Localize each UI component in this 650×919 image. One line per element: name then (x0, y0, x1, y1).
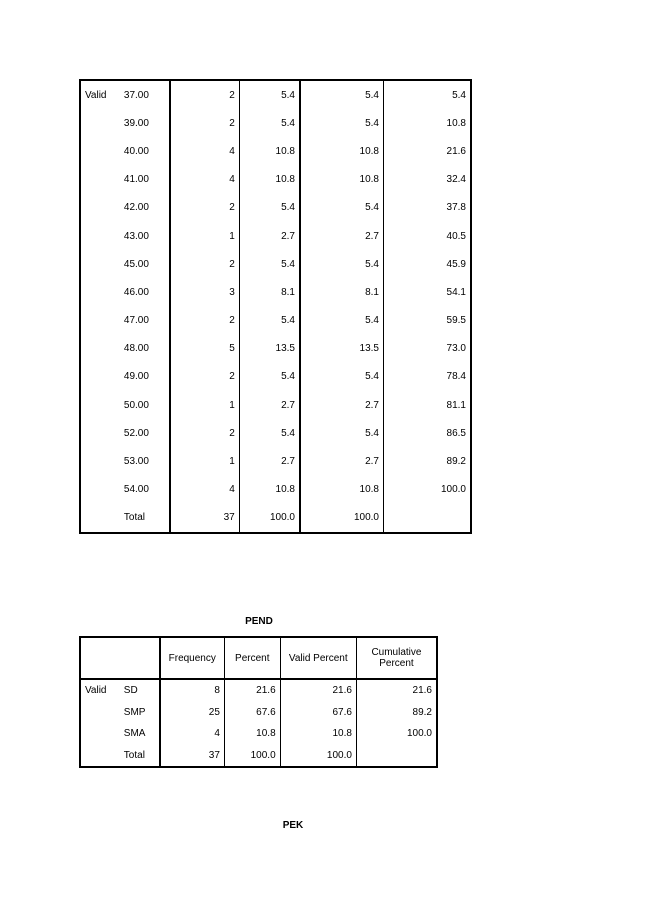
cell-cumulative-percent: 21.6 (383, 137, 471, 165)
cell-percent: 2.7 (239, 447, 300, 475)
cell-percent: 5.4 (239, 363, 300, 391)
cell-percent: 5.4 (239, 307, 300, 335)
cell-percent: 5.4 (239, 250, 300, 278)
row-value-label: 41.00 (123, 174, 149, 186)
cell-percent: 21.6 (224, 679, 280, 702)
cell-percent: 10.8 (239, 137, 300, 165)
cell-cumulative-percent: 37.8 (383, 194, 471, 222)
header-frequency: Frequency (160, 637, 225, 679)
cell-cumulative-percent: 10.8 (383, 109, 471, 137)
table-row (80, 679, 437, 702)
cell-valid-percent: 5.4 (300, 250, 384, 278)
cell-frequency: 2 (170, 363, 240, 391)
row-value-label: SD (123, 685, 138, 697)
header-percent: Percent (224, 637, 280, 679)
cell-valid-percent: 2.7 (300, 391, 384, 419)
cell-valid-percent: 100.0 (300, 504, 384, 533)
table-row (80, 250, 471, 278)
cell-valid-percent: 10.8 (300, 166, 384, 194)
cell-percent: 10.8 (239, 166, 300, 194)
row-value-label: 43.00 (123, 230, 149, 242)
table-row (80, 745, 437, 768)
row-value-label: 49.00 (123, 371, 149, 383)
cell-cumulative-percent (383, 504, 471, 533)
cell-frequency: 37 (170, 504, 240, 533)
cell-percent: 10.8 (239, 476, 300, 504)
cell-cumulative-percent: 81.1 (383, 391, 471, 419)
cell-frequency: 2 (170, 307, 240, 335)
cell-cumulative-percent: 54.1 (383, 278, 471, 306)
row-value-label: 39.00 (123, 117, 149, 129)
pend-frequency-table (79, 636, 438, 768)
row-group-label (80, 194, 120, 222)
row-group-label (80, 250, 120, 278)
row-value-label: 37.00 (123, 89, 149, 101)
cell-valid-percent: 5.4 (300, 80, 384, 109)
row-group-label (80, 745, 120, 768)
header-empty-1 (80, 637, 120, 679)
cell-percent: 2.7 (239, 391, 300, 419)
cell-cumulative-percent: 89.2 (356, 702, 437, 724)
row-group-label (80, 702, 120, 724)
row-group-label: Valid (85, 89, 107, 101)
cell-cumulative-percent: 78.4 (383, 363, 471, 391)
cell-valid-percent: 5.4 (300, 194, 384, 222)
row-value-label: 48.00 (123, 343, 149, 355)
row-value-label: 52.00 (123, 427, 149, 439)
cell-valid-percent: 5.4 (300, 307, 384, 335)
row-value-label: 50.00 (123, 399, 149, 411)
row-group-label (80, 476, 120, 504)
row-group-label (80, 363, 120, 391)
cell-valid-percent: 10.8 (300, 476, 384, 504)
cell-cumulative-percent: 21.6 (356, 679, 437, 702)
cell-cumulative-percent: 45.9 (383, 250, 471, 278)
table-row (80, 194, 471, 222)
header-valid-percent: Valid Percent (280, 637, 356, 679)
cell-cumulative-percent: 59.5 (383, 307, 471, 335)
row-value-label: SMP (123, 706, 146, 718)
cell-frequency: 8 (160, 679, 225, 702)
cell-frequency: 4 (170, 137, 240, 165)
frequency-table-continued (79, 79, 472, 534)
cell-valid-percent: 21.6 (280, 679, 356, 702)
table-row (80, 391, 471, 419)
table-row (80, 166, 471, 194)
cell-frequency: 1 (170, 447, 240, 475)
row-group-label (80, 723, 120, 745)
cell-cumulative-percent: 89.2 (383, 447, 471, 475)
row-group-label (80, 335, 120, 363)
cell-frequency: 2 (170, 194, 240, 222)
cell-cumulative-percent: 100.0 (383, 476, 471, 504)
cell-frequency: 4 (160, 723, 225, 745)
row-group-label (80, 419, 120, 447)
cell-cumulative-percent (356, 745, 437, 768)
table-row (80, 222, 471, 250)
table-row (80, 80, 471, 109)
row-value-label: 42.00 (123, 202, 149, 214)
row-group-label (80, 278, 120, 306)
table-row (80, 476, 471, 504)
table-row (80, 419, 471, 447)
cell-frequency: 5 (170, 335, 240, 363)
table-row (80, 363, 471, 391)
row-value-label: 46.00 (123, 286, 149, 298)
table-row (80, 504, 471, 533)
cell-frequency: 2 (170, 250, 240, 278)
table-title-pend: PEND (245, 616, 273, 627)
table-header-row (80, 637, 437, 679)
cell-valid-percent: 8.1 (300, 278, 384, 306)
cell-frequency: 37 (160, 745, 225, 768)
row-value-label: 54.00 (123, 484, 149, 496)
cell-valid-percent: 67.6 (280, 702, 356, 724)
cell-cumulative-percent: 73.0 (383, 335, 471, 363)
row-group-label (80, 307, 120, 335)
cell-frequency: 3 (170, 278, 240, 306)
table-row (80, 723, 437, 745)
row-value-label: 40.00 (123, 145, 149, 157)
cell-frequency: 2 (170, 109, 240, 137)
cell-valid-percent: 2.7 (300, 447, 384, 475)
cell-cumulative-percent: 86.5 (383, 419, 471, 447)
cell-valid-percent: 5.4 (300, 109, 384, 137)
table-row (80, 137, 471, 165)
cell-percent: 8.1 (239, 278, 300, 306)
cell-percent: 10.8 (224, 723, 280, 745)
cell-valid-percent: 5.4 (300, 363, 384, 391)
row-value-label: Total (123, 749, 145, 761)
cell-cumulative-percent: 40.5 (383, 222, 471, 250)
cell-frequency: 1 (170, 391, 240, 419)
row-group-label (80, 137, 120, 165)
cell-frequency: 4 (170, 476, 240, 504)
row-value-label: 45.00 (123, 258, 149, 270)
cell-cumulative-percent: 5.4 (383, 80, 471, 109)
table-row (80, 109, 471, 137)
cell-valid-percent: 10.8 (300, 137, 384, 165)
row-value-label: 53.00 (123, 456, 149, 468)
pend-table-body (80, 679, 437, 767)
row-group-label (80, 222, 120, 250)
cell-percent: 67.6 (224, 702, 280, 724)
row-value-label: SMA (123, 728, 146, 740)
table-row (80, 447, 471, 475)
table-row (80, 278, 471, 306)
cell-frequency: 25 (160, 702, 225, 724)
row-value-label: Total (123, 512, 146, 524)
cell-frequency: 2 (170, 419, 240, 447)
cell-percent: 5.4 (239, 109, 300, 137)
row-value-label: 47.00 (123, 315, 149, 327)
cell-valid-percent: 10.8 (280, 723, 356, 745)
cell-percent: 5.4 (239, 419, 300, 447)
table-row (80, 702, 437, 724)
cell-frequency: 2 (170, 80, 240, 109)
row-group-label (80, 109, 120, 137)
cell-frequency: 4 (170, 166, 240, 194)
cell-valid-percent: 5.4 (300, 419, 384, 447)
row-group-label (80, 447, 120, 475)
row-group-label: Valid (85, 685, 107, 697)
cell-percent: 13.5 (239, 335, 300, 363)
header-empty-2 (120, 637, 160, 679)
header-cumulative-percent: Cumulative Percent (356, 637, 437, 679)
table-row (80, 335, 471, 363)
frequency-table-body (80, 80, 471, 533)
cell-cumulative-percent: 32.4 (383, 166, 471, 194)
cell-percent: 5.4 (239, 194, 300, 222)
row-group-label (80, 166, 120, 194)
cell-percent: 5.4 (239, 80, 300, 109)
cell-percent: 100.0 (239, 504, 300, 533)
table-title-pek: PEK (282, 820, 304, 831)
table-row (80, 307, 471, 335)
cell-percent: 2.7 (239, 222, 300, 250)
cell-valid-percent: 13.5 (300, 335, 384, 363)
row-group-label (80, 391, 120, 419)
cell-valid-percent: 2.7 (300, 222, 384, 250)
cell-frequency: 1 (170, 222, 240, 250)
cell-cumulative-percent: 100.0 (356, 723, 437, 745)
cell-valid-percent: 100.0 (280, 745, 356, 768)
cell-percent: 100.0 (224, 745, 280, 768)
row-group-label (80, 504, 120, 533)
